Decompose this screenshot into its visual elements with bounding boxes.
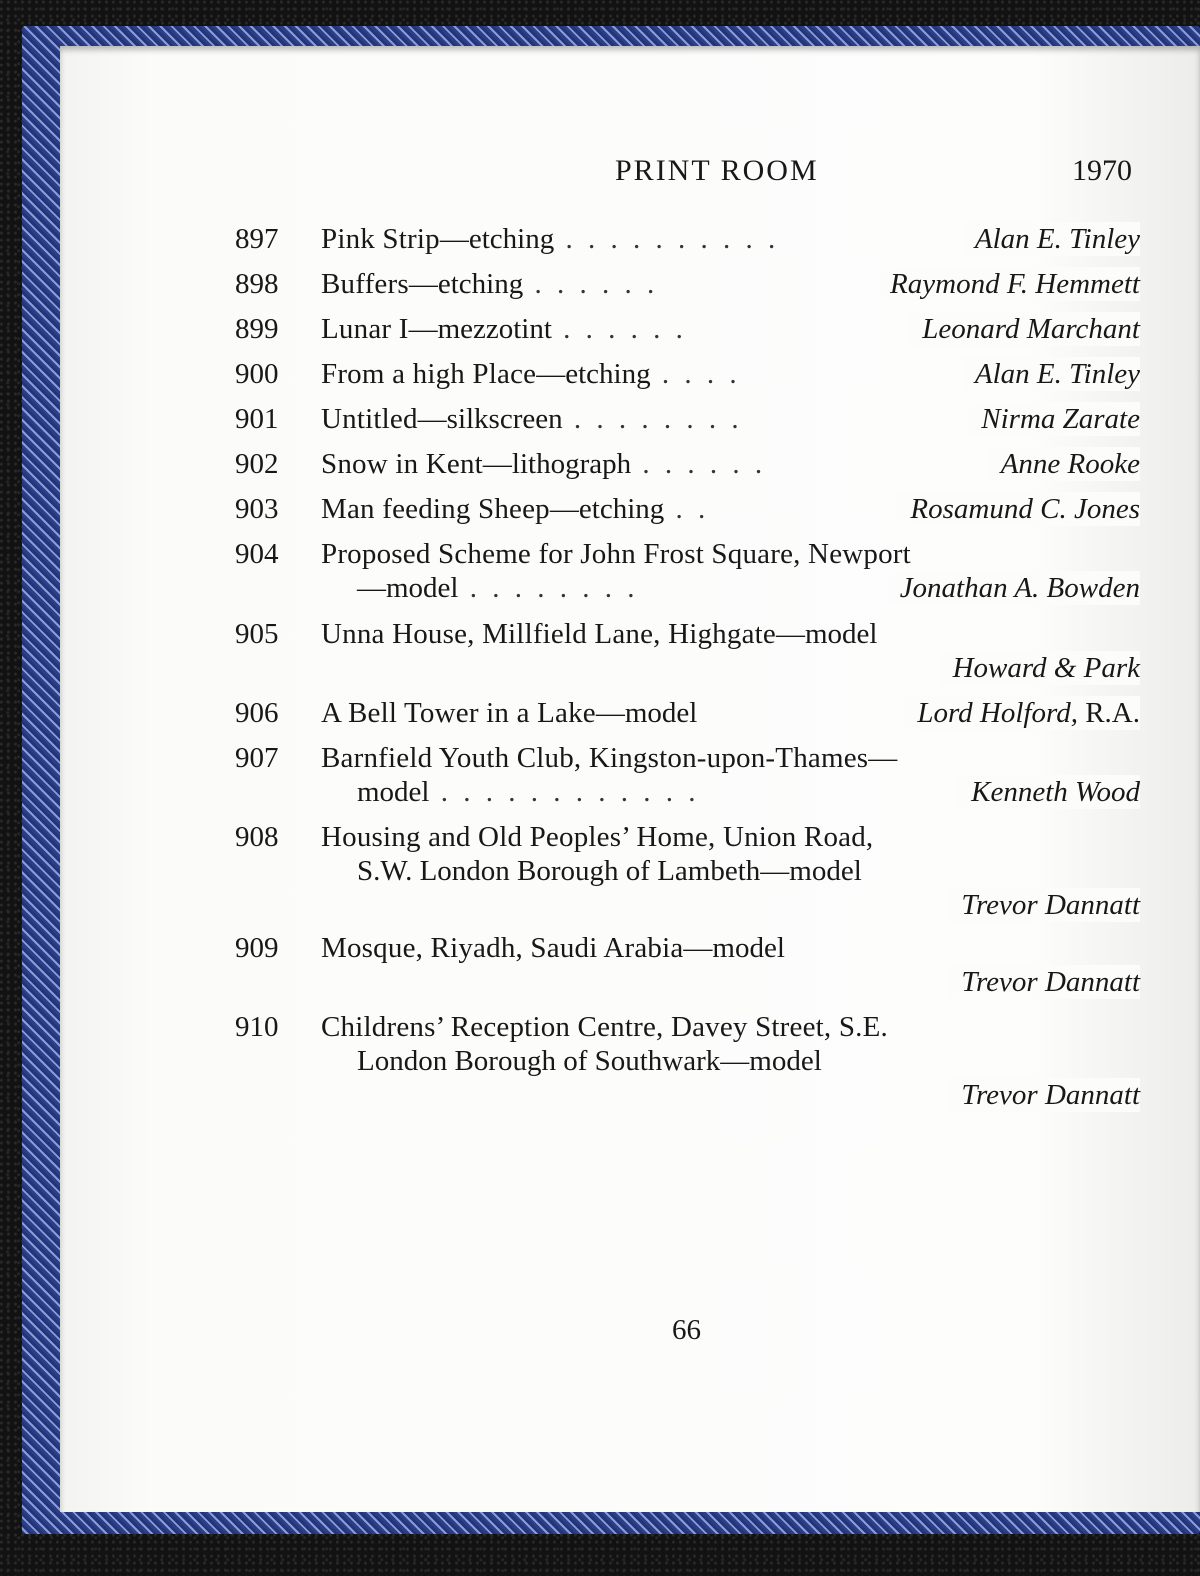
entry-artist: Trevor Dannatt — [941, 965, 1140, 999]
running-head-year: 1970 — [1072, 154, 1132, 187]
entry-artist: Alan E. Tinley — [955, 357, 1140, 391]
entry-artist: Jonathan A. Bowden — [880, 571, 1140, 605]
entry-artist: Anne Rooke — [981, 447, 1140, 481]
entry-title: Barnfield Youth Club, Kingston-upon-Thames— — [321, 742, 898, 774]
entry-title: Buffers—etching . . . . . . — [321, 268, 659, 300]
entry-title: Unna House, Millfield Lane, Highgate—model — [321, 618, 878, 650]
entry-title: Housing and Old Peoples’ Home, Union Road, — [321, 821, 874, 853]
entry-number: 900 — [235, 358, 279, 390]
entry-continuation: London Borough of Southwark—model — [357, 1045, 822, 1077]
catalogue-page — [60, 46, 1200, 1512]
entry-artist: Nirma Zarate — [961, 402, 1140, 436]
entry-artist: Rosamund C. Jones — [890, 492, 1140, 526]
entry-artist: Raymond F. Hemmett — [870, 267, 1140, 301]
entry-title: Untitled—silkscreen . . . . . . . . — [321, 403, 743, 435]
entry-number: 899 — [235, 313, 279, 345]
entry-continuation: model . . . . . . . . . . . . — [357, 776, 700, 808]
running-head-title: PRINT ROOM — [615, 154, 819, 187]
entry-number: 897 — [235, 223, 279, 255]
entry-number: 902 — [235, 448, 279, 480]
entry-continuation: S.W. London Borough of Lambeth—model — [357, 855, 862, 887]
entry-title: Proposed Scheme for John Frost Square, Newport — [321, 538, 911, 570]
entry-continuation: —model . . . . . . . . — [357, 572, 639, 604]
entry-title: Lunar I—mezzotint . . . . . . — [321, 313, 687, 345]
entry-number: 905 — [235, 618, 279, 650]
entry-number: 906 — [235, 697, 279, 729]
page-number: 66 — [672, 1314, 701, 1346]
entry-title: Man feeding Sheep—etching . . — [321, 493, 710, 525]
entry-number: 903 — [235, 493, 279, 525]
artist-honour: R.A. — [1085, 697, 1140, 729]
entry-artist: Kenneth Wood — [951, 775, 1140, 809]
entry-number: 901 — [235, 403, 279, 435]
entry-number: 910 — [235, 1011, 279, 1043]
entry-number: 909 — [235, 932, 279, 964]
entry-number: 904 — [235, 538, 279, 570]
entry-title: From a high Place—etching . . . . — [321, 358, 741, 390]
entry-artist: Trevor Dannatt — [941, 888, 1140, 922]
entry-artist: Howard & Park — [933, 651, 1140, 685]
entry-artist: Trevor Dannatt — [941, 1078, 1140, 1112]
entry-title: A Bell Tower in a Lake—model — [321, 697, 698, 729]
entry-number: 898 — [235, 268, 279, 300]
entry-title: Mosque, Riyadh, Saudi Arabia—model — [321, 932, 785, 964]
entry-artist: Leonard Marchant — [902, 312, 1140, 346]
entry-artist: Alan E. Tinley — [955, 222, 1140, 256]
entry-number: 908 — [235, 821, 279, 853]
entry-title: Childrens’ Reception Centre, Davey Street, S.E. — [321, 1011, 888, 1043]
entry-number: 907 — [235, 742, 279, 774]
entry-artist: Lord Holford, R.A. — [897, 696, 1140, 730]
entry-title: Pink Strip—etching . . . . . . . . . . — [321, 223, 780, 255]
entry-title: Snow in Kent—lithograph . . . . . . — [321, 448, 767, 480]
